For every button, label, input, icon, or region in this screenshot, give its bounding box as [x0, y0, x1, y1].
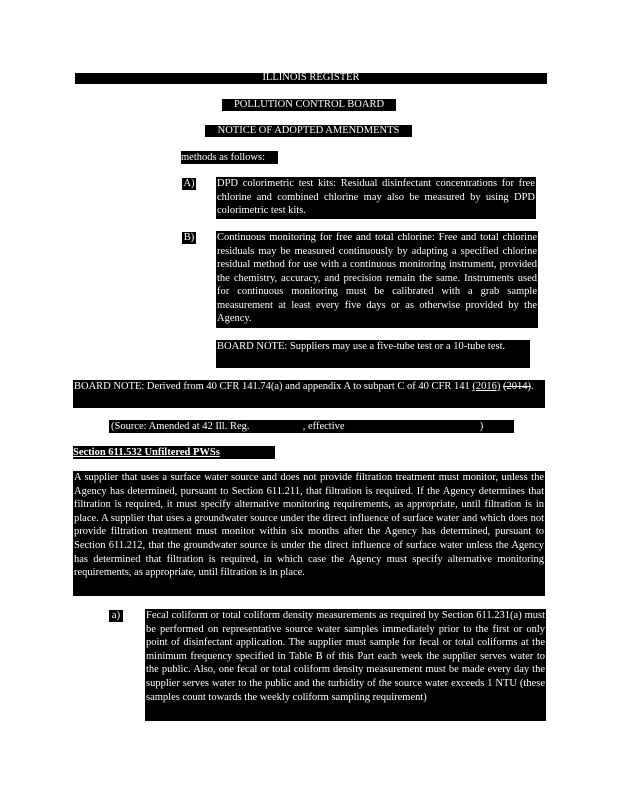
item-b-label-text: B) — [183, 232, 195, 243]
section-title: Section 611.532 Unfiltered PWSs — [73, 447, 220, 458]
register-title: ILLINOIS REGISTER — [262, 72, 360, 83]
board-note — [73, 380, 545, 408]
subsection-a-label-text: a) — [111, 610, 121, 621]
board-note-end: . — [531, 381, 534, 392]
board-title-text: POLLUTION CONTROL BOARD — [233, 99, 385, 110]
source-prefix: (Source: Amended at 42 Ill. Reg. — [111, 421, 250, 432]
item-board-note-text: BOARD NOTE: Suppliers may use a five-tube test or a 10-tube test. — [217, 341, 506, 352]
subsection-a-paragraph — [145, 609, 546, 721]
notice-title-text: NOTICE OF ADOPTED AMENDMENTS — [217, 125, 400, 136]
item-a-label — [182, 178, 196, 190]
section-heading — [73, 446, 275, 459]
register-header-bar — [75, 73, 547, 84]
item-a-paragraph — [216, 177, 536, 219]
item-b-label — [182, 232, 196, 244]
board-note-old-year: (2014) — [503, 381, 532, 392]
intro-text: methods as follows: — [181, 152, 265, 163]
source-middle: , effective — [302, 421, 345, 432]
subsection-a-text: Fecal coliform or total coliform density measurements as required by Section 611.231(a) must be performed on representative source water samples immediately prior to the first or only point of disinfectant application. The supplier must sample for fecal or total coliforms at the minimum frequency specified in Table B of this Part each week the supplier serves water to the public. Also, one fecal or total coliform density measurement must be made every day the supplier serves water to the public and the turbidity of the source water exceeds 1 NTU (these samples count towards the weekly coliform sampling requirement) — [146, 610, 545, 703]
board-note-text: BOARD NOTE: Derived from 40 CFR 141.74(a) and appendix A to subpart C of 40 CFR 141 — [74, 381, 470, 392]
notice-title — [205, 125, 412, 137]
section-paragraph-text: A supplier that uses a surface water source and does not provide filtration treatment must monitor, unless the Agency has determined, pursuant to Section 611.211, that filtration is required. If the Agency determines that filtration is required, it must specify alternative monitoring requirements, as appropriate, until filtration is in place. A supplier that uses a groundwater source under the direct influence of surface water and which does not provide filtration treatment must monitor within six months after the Agency has determined, pursuant to Section 611.212, that the groundwater source is under the direct influence of surface water unless the Agency has determined that filtration is required, in which case the Agency must specify alternative monitoring requirements, as appropriate, until filtration is in place. — [74, 472, 544, 579]
item-b-paragraph — [216, 231, 538, 328]
item-a-label-text: A) — [183, 178, 195, 189]
board-note-new-year: (2016) — [472, 381, 501, 392]
section-paragraph — [73, 471, 545, 596]
intro-line — [181, 151, 278, 164]
item-b-text: Continuous monitoring for free and total chlorine: Free and total chlorine residuals may be measured continuously by adapting a specified chlorine residual method for use with a continuous monitoring instrument, provided the chemistry, accuracy, and precision remain the same. Instruments used for continuous monitoring must be calibrated with a grab sample measurement at least every five days or as otherwise provided by the Agency. — [217, 232, 537, 324]
subsection-a-label — [109, 610, 123, 622]
source-end: ) — [479, 421, 484, 432]
source-line — [109, 420, 514, 433]
item-board-note — [216, 340, 530, 368]
board-title — [222, 99, 396, 111]
item-a-text: DPD colorimetric test kits: Residual disinfectant concentrations for free chlorine and combined chlorine may also be measured by using DPD colorimetric test kits. — [217, 178, 535, 216]
